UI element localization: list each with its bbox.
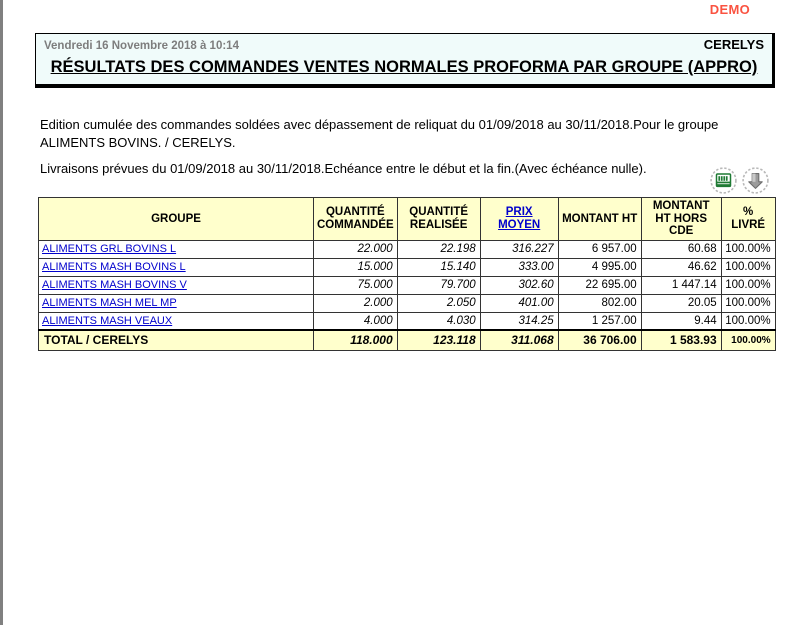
group-link[interactable]: ALIMENTS GRL BOVINS L <box>42 243 177 255</box>
group-link[interactable]: ALIMENTS MASH BOVINS L <box>42 261 186 273</box>
total-cell-pct_livre: 100.00% <box>721 330 775 350</box>
column-header-quantite-commandee-label: QUANTITÉ COMMANDÉE <box>317 206 394 231</box>
cell-quantite_commandee: 15.000 <box>314 258 398 276</box>
cell-quantite_commandee: 75.000 <box>314 276 398 294</box>
demo-watermark-label: DEMO <box>709 2 750 17</box>
cell-montant_ht_hors_cde: 46.62 <box>641 258 721 276</box>
cell-montant_ht: 4 995.00 <box>558 258 641 276</box>
description-line-1: Edition cumulée des commandes soldées avec dépassement de reliquat du 01/09/2018 au 30/11/2018.Pour le groupe ALIMENTS BOVINS. / CERELYS. <box>40 117 719 150</box>
column-header-pct-livre-label: % LIVRÉ <box>731 206 766 231</box>
page-title: RÉSULTATS DES COMMANDES VENTES NORMALES PROFORMA PAR GROUPE (APPRO) <box>50 58 758 76</box>
column-header-groupe <box>39 198 314 241</box>
cell-quantite_commandee: 2.000 <box>314 294 398 312</box>
cell-quantite_realisee: 22.198 <box>397 240 480 258</box>
column-header-quantite-realisee <box>397 198 480 241</box>
column-header-quantite-commandee <box>314 198 398 241</box>
cell-quantite_commandee: 4.000 <box>314 312 398 330</box>
table-row <box>39 258 776 276</box>
total-cell-montant_ht_hors_cde: 1 583.93 <box>641 330 721 350</box>
cell-montant_ht_hors_cde: 9.44 <box>641 312 721 330</box>
report-title-meta <box>44 38 764 53</box>
total-cell-quantite_realisee: 123.118 <box>397 330 480 350</box>
cell-montant_ht: 1 257.00 <box>558 312 641 330</box>
total-cell-groupe: TOTAL / CERELYS <box>39 330 314 350</box>
cell-prix_moyen: 401.00 <box>480 294 558 312</box>
cell-groupe[interactable] <box>39 276 314 294</box>
table-row <box>39 294 776 312</box>
table-row <box>39 276 776 294</box>
demo-watermark-band <box>7 0 804 24</box>
cell-montant_ht_hors_cde: 20.05 <box>641 294 721 312</box>
report-page <box>6 0 804 625</box>
group-link[interactable]: ALIMENTS MASH VEAUX <box>42 314 173 327</box>
column-header-pct-livre <box>721 198 775 241</box>
column-header-groupe-label: GROUPE <box>151 212 201 225</box>
cell-pct_livre: 100.00% <box>721 276 775 294</box>
group-link[interactable]: ALIMENTS MASH BOVINS V <box>42 279 187 291</box>
cell-prix_moyen: 302.60 <box>480 276 558 294</box>
column-header-quantite-realisee-label: QUANTITÉ REALISÉE <box>409 206 469 231</box>
cell-pct_livre: 100.00% <box>721 258 775 276</box>
cell-quantite_realisee: 79.700 <box>397 276 480 294</box>
report-company-name: CERELYS <box>703 37 764 52</box>
column-header-montant-ht-hors-cde-label: MONTANT HT HORS CDE <box>652 200 710 237</box>
cell-groupe[interactable] <box>39 312 314 330</box>
description-line-2: Livraisons prévues du 01/09/2018 au 30/11/2018.Echéance entre le début et la fin.(Avec échéance nulle). <box>40 161 647 176</box>
column-header-prix-moyen-link[interactable]: PRIX MOYEN <box>498 206 541 231</box>
table-header <box>39 198 776 241</box>
total-cell-quantite_commandee: 118.000 <box>314 330 398 350</box>
cell-groupe[interactable] <box>39 240 314 258</box>
report-title-box <box>35 33 775 88</box>
group-link[interactable]: ALIMENTS MASH MEL MP <box>42 297 177 309</box>
table-row <box>39 312 776 330</box>
cell-quantite_realisee: 4.030 <box>397 312 480 330</box>
cell-montant_ht: 22 695.00 <box>558 276 641 294</box>
column-header-montant-ht-hors-cde <box>641 198 721 241</box>
cell-montant_ht: 6 957.00 <box>558 240 641 258</box>
cell-pct_livre: 100.00% <box>721 312 775 330</box>
cell-groupe[interactable] <box>39 258 314 276</box>
cell-prix_moyen: 333.00 <box>480 258 558 276</box>
column-header-prix-moyen[interactable] <box>480 198 558 241</box>
excel-export-icon[interactable] <box>710 167 737 194</box>
report-description <box>40 116 770 186</box>
table-row <box>39 240 776 258</box>
cell-prix_moyen: 314.25 <box>480 312 558 330</box>
cell-pct_livre: 100.00% <box>721 240 775 258</box>
cell-quantite_commandee: 22.000 <box>314 240 398 258</box>
total-cell-prix_moyen: 311.068 <box>480 330 558 350</box>
results-table <box>38 197 776 351</box>
download-arrow-icon[interactable] <box>742 167 769 194</box>
cell-quantite_realisee: 15.140 <box>397 258 480 276</box>
table-total-row <box>39 330 776 350</box>
report-date: Vendredi 16 Novembre 2018 à 10:14 <box>44 40 239 52</box>
cell-quantite_realisee: 2.050 <box>397 294 480 312</box>
report-toolbar <box>707 167 777 197</box>
cell-montant_ht_hors_cde: 1 447.14 <box>641 276 721 294</box>
column-header-montant-ht <box>558 198 641 241</box>
column-header-montant-ht-label: MONTANT HT <box>562 212 638 225</box>
total-cell-montant_ht: 36 706.00 <box>558 330 641 350</box>
table-header-row <box>39 198 776 241</box>
cell-pct_livre: 100.00% <box>721 294 775 312</box>
cell-montant_ht_hors_cde: 60.68 <box>641 240 721 258</box>
table-body <box>39 240 776 350</box>
cell-prix_moyen: 316.227 <box>480 240 558 258</box>
cell-groupe[interactable] <box>39 294 314 312</box>
cell-montant_ht: 802.00 <box>558 294 641 312</box>
